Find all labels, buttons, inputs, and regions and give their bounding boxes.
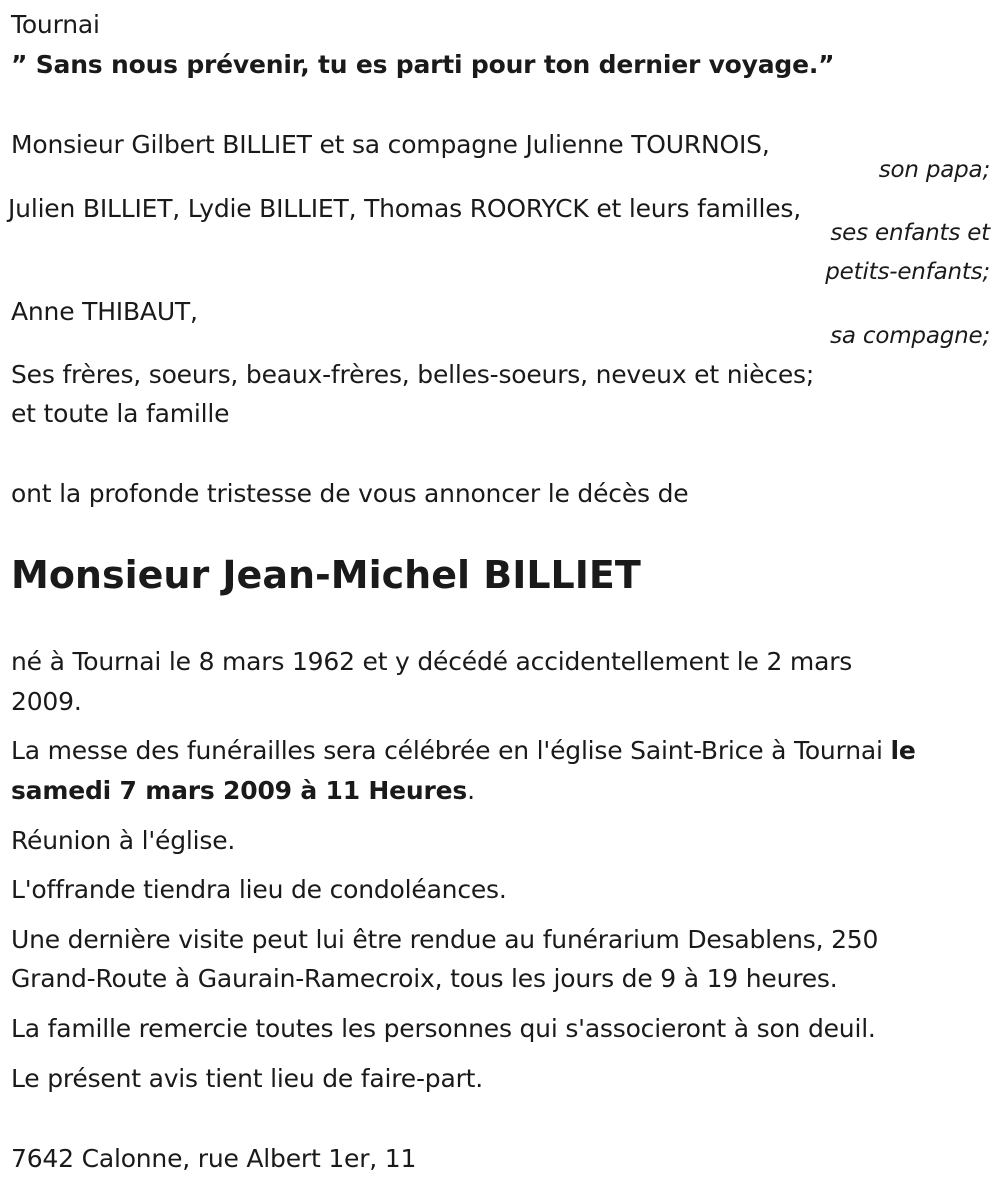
offering: L'offrande tiendra lieu de condoléances. — [11, 875, 507, 904]
city: Tournai — [11, 10, 100, 39]
family-children-role-line2: petits-enfants; — [825, 259, 990, 285]
mass-bold-start: le — [890, 736, 916, 765]
family-children-role-line1: ses enfants et — [830, 220, 990, 246]
whole-family: et toute la famille — [11, 399, 230, 428]
mass-text: La messe des funérailles sera célébrée en l'église Saint-Brice à Tournai — [11, 736, 883, 765]
birth-death-line1: né à Tournai le 8 mars 1962 et y décédé accidentellement le 2 mars — [11, 647, 853, 676]
family-partner-names: Anne THIBAUT, — [11, 297, 198, 326]
family-children-names: Julien BILLIET, Lydie BILLIET, Thomas ROORYCK et leurs familles, — [8, 194, 801, 223]
relatives: Ses frères, soeurs, beaux-frères, belles-soeurs, neveux et nièces; — [11, 360, 815, 389]
announcement: ont la profonde tristesse de vous annoncer le décès de — [11, 479, 689, 508]
deceased-name: Monsieur Jean-Michel BILLIET — [11, 553, 641, 597]
address: 7642 Calonne, rue Albert 1er, 11 — [11, 1144, 417, 1173]
visit-line1: Une dernière visite peut lui être rendue au funérarium Desablens, 250 — [11, 925, 879, 954]
birth-death-line2: 2009. — [11, 687, 82, 716]
family-father-role: son papa; — [878, 157, 990, 183]
notice: Le présent avis tient lieu de faire-part. — [11, 1064, 484, 1093]
mass-line2 — [11, 774, 475, 808]
visit-line2: Grand-Route à Gaurain-Ramecroix, tous les jours de 9 à 19 heures. — [11, 964, 838, 993]
family-father-names: Monsieur Gilbert BILLIET et sa compagne Julienne TOURNOIS, — [11, 130, 770, 159]
quote: ” Sans nous prévenir, tu es parti pour ton dernier voyage.” — [11, 50, 835, 79]
mass-end: . — [467, 776, 475, 805]
mass-date-time: samedi 7 mars 2009 à 11 Heures — [11, 776, 468, 805]
family-partner-role: sa compagne; — [830, 323, 990, 349]
meeting: Réunion à l'église. — [11, 826, 236, 855]
thanks: La famille remercie toutes les personnes qui s'associeront à son deuil. — [11, 1014, 876, 1043]
mass-line1 — [11, 734, 916, 768]
